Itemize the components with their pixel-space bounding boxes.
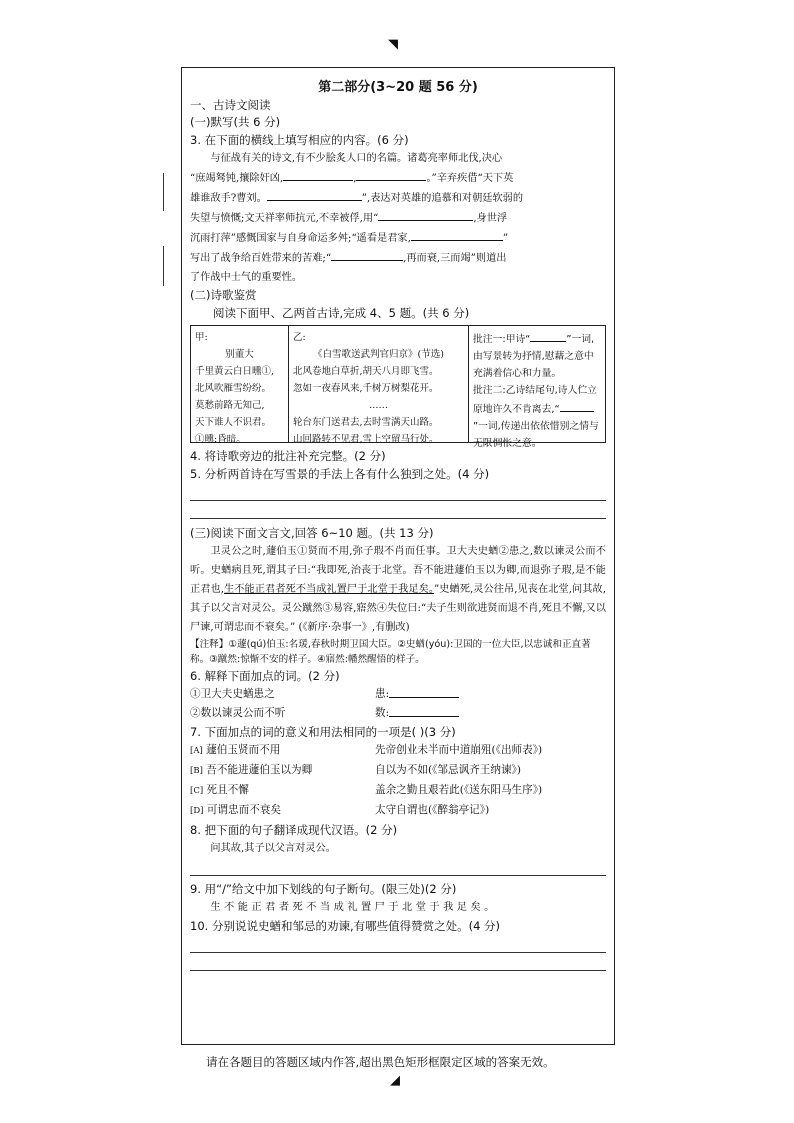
poem-note: ①曛:昏暗。 [195, 434, 246, 445]
poem-line: 轮台东门送君去,去时雪满天山路。 [293, 417, 439, 428]
question-7-option[interactable]: [C] 死且不懈 盖余之勤且艰若此(《送东阳马生序》) [190, 784, 543, 796]
poem-table [190, 325, 606, 449]
answer-line[interactable] [190, 935, 606, 953]
subsection-heading: (二)诗歌鉴赏 [190, 288, 257, 302]
question-10: 10. 分别说说史蝤和邹忌的劝谏,有哪些值得赞赏之处。(4 分) [190, 919, 501, 933]
question-3-line: 了作战中士气的重要性。 [190, 272, 303, 283]
subsection-heading: (一)默写(共 6 分) [190, 115, 281, 129]
fill-blank[interactable] [389, 685, 459, 698]
section-heading: 一、古诗文阅读 [190, 98, 271, 112]
poem-a-cell [191, 326, 289, 445]
fill-blank[interactable] [560, 399, 594, 412]
poem-line: 北风卷地白草折,胡天八月即飞雪。 [293, 366, 439, 377]
subsection-heading: (三)阅读下面文言文,回答 6~10 题。(共 13 分) [190, 526, 434, 540]
prose-notes: 【注释】①蘧(qú)伯玉:名瑗,春秋时期卫国大臣。②史蝤(yóu):卫国的一位大臣,以忠诚和正直著称。③蹴然:惊惭不安的样子。④寤然:幡然醒悟的样子。 [190, 639, 591, 665]
annotation-2: 批注二:乙诗结尾句,诗人伫立原地许久不肯离去,“”一词,传递出依依惜别之情与无限惆怅之意。 [473, 385, 599, 449]
classical-prose: 卫灵公之时,蘧伯玉①贤而不用,弥子瑕不肖而任事。卫大夫史蝤②患之,数以谏灵公而不听。史蝤病且死,谓其子曰:“我即死,治丧于北堂。吾不能进蘧伯玉以为卿,而退弥子瑕,是不能正君也,生不能正君者死不当成礼置尸于北堂于我足矣。”史蝤死,灵公往吊,见丧在北堂,问其故,其子以父言对灵公。灵公蹴然③易容,寤然④失位曰:“夫子生则欲进贤而退不肖,死且不懈,又以尸谏,可谓忠而不衰矣。” (《新序·杂事一》,有删改) [190, 546, 606, 633]
fill-blank[interactable] [356, 168, 426, 181]
poem-ellipsis: …… [369, 400, 388, 411]
question-3-line: 沉雨打萍”感慨国家与自身命运多舛;“遥看是君家, ” [190, 228, 606, 248]
poem-a-title: 别董大 [225, 349, 254, 360]
fill-blank[interactable] [411, 228, 503, 241]
question-3-line: 与征战有关的诗文,有不少脍炙人口的名篇。诸葛亮率师北伐,决心 [210, 153, 503, 164]
question-3-line: 雄谁敌手?曹刘。 ”,表达对英雄的追慕和对朝廷软弱的 [190, 188, 606, 208]
poem-b-title: 《白雪歌送武判官归京》(节选) [313, 349, 444, 360]
fill-blank[interactable] [267, 188, 362, 201]
question-8-stem: 8. 把下面的句子翻译成现代汉语。(2 分) [190, 823, 398, 837]
answer-line[interactable] [190, 858, 606, 876]
answer-region-frame [181, 67, 615, 1045]
question-4: 4. 将诗歌旁边的批注补充完整。(2 分) [190, 449, 386, 463]
question-9-stem: 9. 用“/”给文中加下划线的句子断句。(限三处)(2 分) [190, 882, 457, 896]
poem-b-label: 乙: [293, 332, 306, 343]
poem-line: 莫愁前路无知己, [195, 400, 265, 411]
question-6-item: ①卫大夫史蝤患之 患: [190, 685, 606, 704]
question-7-option[interactable]: [D] 可谓忠而不衰矣 太守自谓也(《醉翁亭记》) [190, 804, 490, 816]
question-5: 5. 分析两首诗在写雪景的手法上各有什么独到之处。(4 分) [190, 467, 490, 481]
poem-instructions: 阅读下面甲、乙两首古诗,完成 4、5 题。(共 6 分) [213, 306, 470, 320]
question-6-item: ②数以谏灵公而不听 数: [190, 704, 606, 723]
part-title: 第二部分(3~20 题 56 分) [318, 80, 478, 95]
question-6-stem: 6. 解释下面加点的词。(2 分) [190, 669, 340, 683]
answer-line[interactable] [190, 501, 606, 519]
question-9-sentence: 生不能正君者死不当成礼置尸于北堂于我足矣。 [210, 902, 498, 913]
left-margin-line [163, 246, 164, 286]
question-3-line: 失望与愤慨;文天祥率师抗元,不幸被俘,用“ ,身世浮 [190, 208, 606, 228]
answer-line[interactable] [190, 953, 606, 971]
poem-a-label: 甲: [195, 332, 208, 343]
question-3-line: 写出了战争给百姓带来的苦难;“ ,再而衰,三而竭”则道出 [190, 248, 606, 268]
fill-blank[interactable] [331, 248, 403, 261]
footer-notice: 请在各题目的答题区域内作答,超出黑色矩形框限定区域的答案无效。 [206, 1055, 555, 1069]
left-margin-line [163, 173, 164, 211]
question-3-line: “庶竭驽钝,攘除奸凶, , 。”辛弃疾借“天下英 [190, 168, 606, 188]
annotation-cell [469, 326, 605, 449]
question-7-option[interactable]: [A] 蘧伯玉贤而不用 先帝创业未半而中道崩殂(《出师表》) [190, 744, 543, 756]
question-3-stem: 3. 在下面的横线上填写相应的内容。(6 分) [190, 133, 409, 147]
poem-line: 忽如一夜春风来,千树万树梨花开。 [293, 383, 439, 394]
poem-line: 千里黄云白日曛①, [195, 366, 275, 377]
question-7-option[interactable]: [B] 吾不能进蘧伯玉以为卿 自以为不如(《邹忌讽齐王纳谏》) [190, 764, 521, 776]
answer-line[interactable] [190, 483, 606, 501]
bottom-registration-mark: ◢ [390, 1073, 400, 1088]
question-7-stem: 7. 下面加点的词的意义和用法相同的一项是( )(3 分) [190, 725, 456, 739]
top-registration-mark: ◥ [388, 37, 398, 52]
fill-blank[interactable] [283, 168, 353, 181]
poem-line: 北风吹雁雪纷纷。 [195, 383, 272, 394]
fill-blank[interactable] [530, 329, 566, 342]
underlined-sentence: 生不能正君者死不当成礼置尸于北堂于我足矣。 [223, 584, 434, 595]
annotation-1: 批注一:甲诗“ ”一词,由写景转为抒情,慰藉之意中充满着信心和力量。 [473, 329, 601, 382]
poem-line: 天下谁人不识君。 [195, 417, 272, 428]
fill-blank[interactable] [389, 704, 459, 717]
fill-blank[interactable] [378, 208, 473, 221]
poem-line: 山回路转不见君,雪上空留马行处。 [293, 434, 439, 445]
question-8-sentence: 问其故,其子以父言对灵公。 [210, 843, 336, 854]
poem-b-cell [289, 326, 469, 445]
